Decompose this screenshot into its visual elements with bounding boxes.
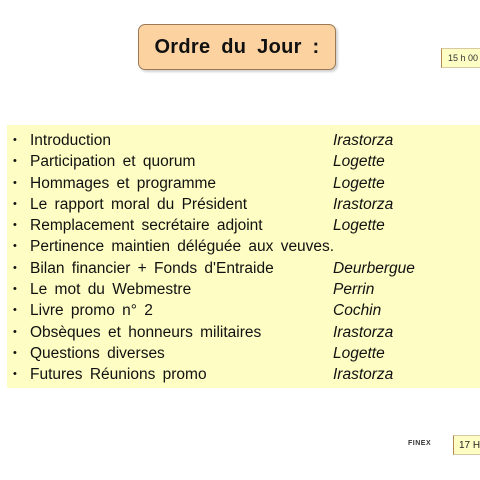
bullet-icon: • (13, 261, 17, 274)
agenda-item (7, 279, 480, 300)
agenda-topic: Questions diverses (30, 344, 165, 362)
bullet-icon: • (13, 176, 17, 189)
agenda-item (7, 343, 480, 364)
agenda-topic: Le mot du Webmestre (30, 281, 192, 299)
agenda-topic: Bilan financier + Fonds d'Entraide (30, 259, 274, 277)
agenda-presenter: Logette (333, 344, 385, 362)
agenda-presenter: Cochin (333, 302, 382, 320)
bullet-icon: • (13, 346, 17, 359)
agenda-item (7, 322, 480, 343)
bullet-icon: • (13, 219, 17, 232)
bullet-icon: • (13, 134, 17, 146)
agenda-topic: Introduction (30, 132, 111, 149)
bullet-icon: • (13, 325, 17, 338)
agenda-presenter: Irastorza (333, 132, 394, 149)
bullet-icon: • (13, 155, 17, 168)
agenda-topic: Futures Réunions promo (30, 366, 207, 384)
agenda-item (7, 130, 480, 151)
agenda-presenter: Perrin (333, 281, 375, 299)
agenda-item (7, 151, 480, 172)
bullet-icon: • (13, 197, 17, 210)
bullet-icon: • (13, 368, 17, 381)
slide-title: Ordre du Jour : (154, 35, 320, 58)
agenda-panel (7, 125, 480, 388)
agenda-presenter: Logette (333, 153, 385, 171)
bullet-icon: • (13, 304, 17, 317)
agenda-topic: Pertinence maintien déléguée aux veuves. (30, 238, 335, 256)
agenda-topic: Le rapport moral du Président (30, 195, 248, 213)
agenda-item (7, 300, 480, 321)
agenda-item (7, 236, 480, 257)
agenda-presenter: Logette (333, 217, 385, 235)
agenda-item (7, 258, 480, 279)
title-box (138, 24, 336, 70)
agenda-topic: Remplacement secrétaire adjoint (30, 217, 263, 235)
bullet-icon: • (13, 283, 17, 296)
agenda-presenter: Irastorza (333, 195, 394, 213)
agenda-item (7, 173, 480, 194)
agenda-topic: Hommages et programme (30, 174, 217, 192)
bullet-icon: • (13, 240, 17, 253)
agenda-item (7, 364, 480, 385)
page-badge: 17 H (453, 435, 480, 455)
agenda-topic: Obsèques et honneurs militaires (30, 323, 262, 341)
footer-label: FINEX (408, 440, 432, 447)
agenda-topic: Participation et quorum (30, 153, 196, 171)
agenda-item (7, 194, 480, 215)
agenda-presenter: Irastorza (333, 366, 394, 384)
agenda-presenter: Irastorza (333, 323, 394, 341)
agenda-topic: Livre promo n° 2 (30, 302, 153, 320)
time-badge: 15 h 00 (441, 48, 480, 68)
agenda-presenter: Deurbergue (333, 259, 415, 277)
agenda-presenter: Logette (333, 174, 385, 192)
agenda-list (7, 130, 480, 386)
agenda-item (7, 215, 480, 236)
